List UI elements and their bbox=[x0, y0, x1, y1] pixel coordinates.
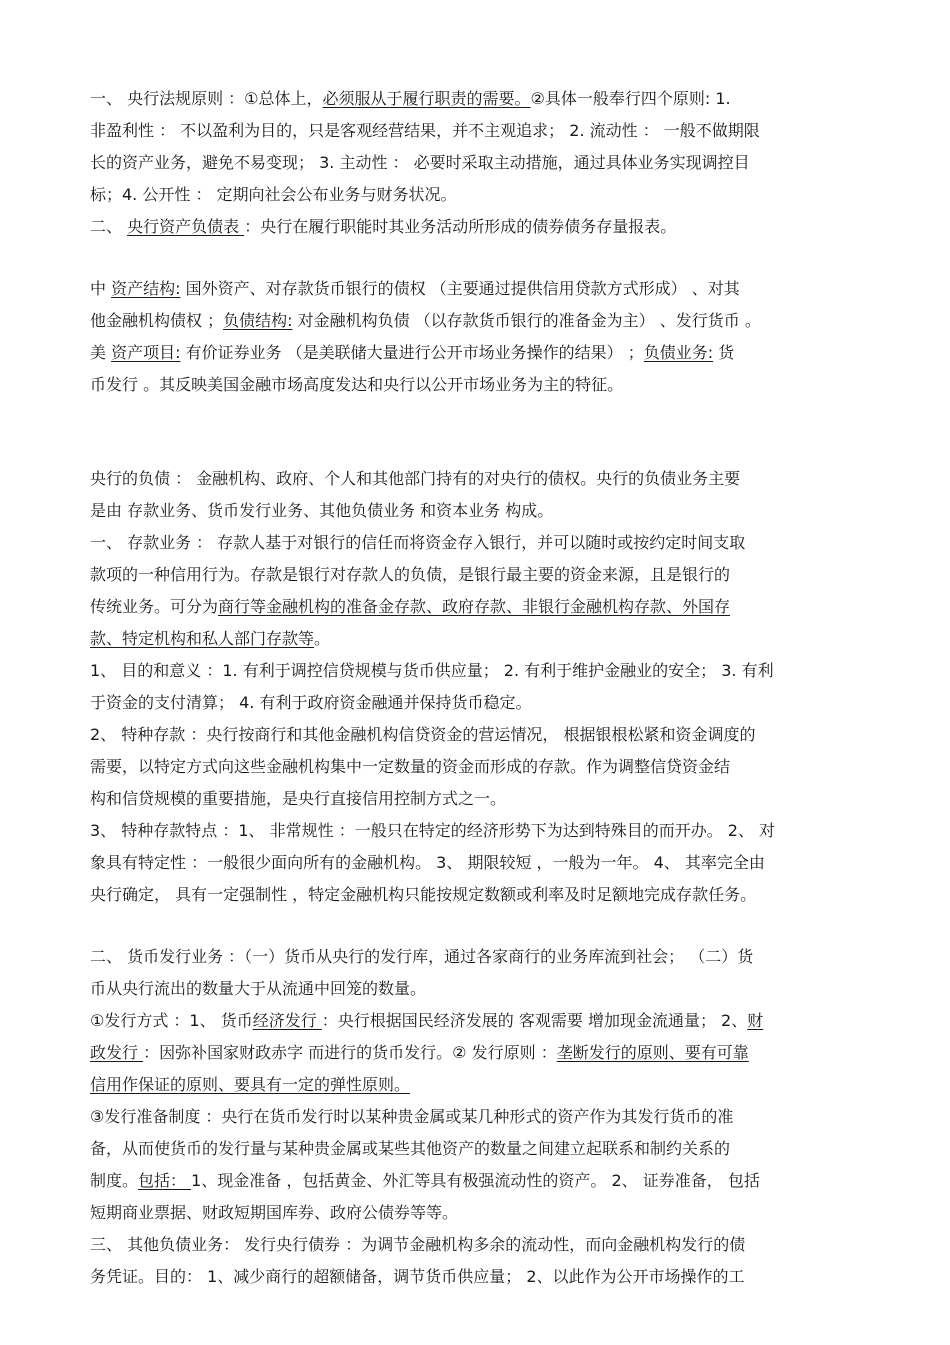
text-segment: 象具有特定性 ：一般很少面向所有的金融机构。 3、 期限较短 ，一般为一年。 4、 其率完全由 bbox=[90, 853, 765, 872]
text-segment: 非盈利性 ： 不以盈利为目的，只是客观经营结果，并不主观追求； 2. 流动性 ： 一般不做期限 bbox=[90, 121, 760, 140]
underlined-text: 财 bbox=[747, 1011, 764, 1030]
text-segment: 2、 特种存款 ：央行按商行和其他金融机构信贷资金的营运情况， 根据银根松紧和资金调度的 bbox=[90, 725, 756, 744]
text-line bbox=[90, 941, 860, 973]
text-segment: 务凭证。目的： 1、减少商行的超额储备，调节货币供应量； 2、以此作为公开市场操作的工 bbox=[90, 1267, 745, 1286]
text-line bbox=[90, 1229, 860, 1261]
text-line bbox=[90, 115, 860, 147]
text-line bbox=[90, 719, 860, 751]
underlined-text: 商行等金融机构的准备金存款、政府存款、非银行金融机构存款、外国存 bbox=[218, 597, 731, 616]
paragraph-gap bbox=[90, 401, 860, 463]
underlined-text: 政发行 bbox=[90, 1043, 144, 1062]
text-line bbox=[90, 751, 860, 783]
text-line bbox=[90, 815, 860, 847]
text-line bbox=[90, 783, 860, 815]
text-segment: 1、现金准备 ，包括黄金、外汇等具有极强流动性的资产。 2、 证券准备， 包括 bbox=[191, 1171, 760, 1190]
text-segment: ③发行准备制度 ：央行在货币发行时以某种贵金属或某几种形式的资产作为其发行货币的准 bbox=[90, 1107, 734, 1126]
text-segment: 币发行 。其反映美国金融市场高度发达和央行以公开市场业务为主的特征。 bbox=[90, 375, 624, 394]
text-segment: ①发行方式 ：1、 货币 bbox=[90, 1011, 253, 1030]
text-segment: 币从央行流出的数量大于从流通中回笼的数量。 bbox=[90, 979, 427, 998]
text-segment: ：央行在履行职能时其业务活动所形成的债券债务存量报表。 bbox=[244, 217, 677, 236]
text-segment: ：央行根据国民经济发展的 客观需要 增加现金流通量； 2、 bbox=[321, 1011, 748, 1030]
text-line bbox=[90, 687, 860, 719]
text-line bbox=[90, 337, 860, 369]
text-segment: 有价证券业务 （是美联储大量进行公开市场业务操作的结果） ； bbox=[180, 343, 644, 362]
text-segment: 制度。 bbox=[90, 1171, 139, 1190]
text-segment: 备，从而使货币的发行量与某种贵金属或某些其他资产的数量之间建立起联系和制约关系的 bbox=[90, 1139, 731, 1158]
text-segment: 长的资产业务，避免不易变现； 3. 主动性 ： 必要时采取主动措施，通过具体业务实现调控目 bbox=[90, 153, 750, 172]
text-line bbox=[90, 1197, 860, 1229]
text-segment: 央行的负债 ： 金融机构、政府、个人和其他部门持有的对央行的债权。央行的负债业务主要 bbox=[90, 469, 741, 488]
text-segment: 1、 目的和意义 ：1. 有利于调控信贷规模与货币供应量； 2. 有利于维护金融业的安全； 3. 有利 bbox=[90, 661, 774, 680]
text-line bbox=[90, 1261, 860, 1293]
text-segment: 美 bbox=[90, 343, 112, 362]
text-line bbox=[90, 1069, 860, 1101]
text-line bbox=[90, 623, 860, 655]
text-segment: 中 bbox=[90, 279, 112, 298]
text-segment: 标；4. 公开性 ： 定期向社会公布业务与财务状况。 bbox=[90, 185, 457, 204]
text-segment: 国外资产、对存款货币银行的债权 （主要通过提供信用贷款方式形成） 、对其 bbox=[180, 279, 740, 298]
text-segment: 于资金的支付清算； 4. 有利于政府资金融通并保持货币稳定。 bbox=[90, 693, 532, 712]
text-segment: 构和信贷规模的重要措施，是央行直接信用控制方式之一。 bbox=[90, 789, 507, 808]
text-line bbox=[90, 973, 860, 1005]
underlined-text: 央行资产负债表 bbox=[127, 217, 245, 236]
text-line bbox=[90, 305, 860, 337]
text-line bbox=[90, 83, 860, 115]
text-segment: 货 bbox=[713, 343, 735, 362]
text-line bbox=[90, 179, 860, 211]
text-segment: 三、 其他负债业务： 发行央行债券 ：为调节金融机构多余的流动性，而向金融机构发行的债 bbox=[90, 1235, 746, 1254]
text-line bbox=[90, 463, 860, 495]
underlined-text: 负债业务: bbox=[643, 343, 714, 362]
text-line bbox=[90, 1165, 860, 1197]
document-page bbox=[90, 83, 860, 1293]
text-line bbox=[90, 495, 860, 527]
underlined-text: 经济发行 bbox=[252, 1011, 322, 1030]
underlined-text: 必须服从于履行职责的需要。 bbox=[322, 89, 531, 108]
underlined-text: 包括： bbox=[138, 1171, 192, 1190]
text-segment: 对金融机构负债 （以存款货币银行的准备金为主） 、发行货币 。 bbox=[292, 311, 761, 330]
text-line bbox=[90, 273, 860, 305]
underlined-text: 资产项目: bbox=[111, 343, 181, 362]
text-segment: 二、 货币发行业务 ：（一）货币从央行的发行库，通过各家商行的业务库流到社会； （二）货 bbox=[90, 947, 754, 966]
paragraph-gap bbox=[90, 243, 860, 273]
text-segment: 一、 央行法规原则 ：①总体上， bbox=[90, 89, 323, 108]
text-segment: 二、 bbox=[90, 217, 128, 236]
text-line bbox=[90, 1037, 860, 1069]
text-line bbox=[90, 591, 860, 623]
text-segment: 央行确定， 具有一定强制性 ，特定金融机构只能按规定数额或利率及时足额地完成存款任务。 bbox=[90, 885, 757, 904]
paragraph-gap bbox=[90, 911, 860, 941]
text-line bbox=[90, 655, 860, 687]
text-line bbox=[90, 211, 860, 243]
underlined-text: 负债结构: bbox=[223, 311, 293, 330]
text-line bbox=[90, 559, 860, 591]
underlined-text: 信用作保证的原则、要具有一定的弹性原则。 bbox=[90, 1075, 411, 1094]
text-segment: 。 bbox=[314, 629, 331, 648]
text-segment: ：因弥补国家财政赤字 而进行的货币发行。② 发行原则 ： bbox=[143, 1043, 557, 1062]
text-line bbox=[90, 879, 860, 911]
text-segment: 是由 存款业务、货币发行业务、其他负债业务 和资本业务 构成。 bbox=[90, 501, 554, 520]
text-segment: 3、 特种存款特点 ：1、 非常规性 ：一般只在特定的经济形势下为达到特殊目的而开办。 2、 对 bbox=[90, 821, 776, 840]
text-line bbox=[90, 1005, 860, 1037]
text-line bbox=[90, 527, 860, 559]
text-line bbox=[90, 1133, 860, 1165]
underlined-text: 资产结构: bbox=[111, 279, 181, 298]
text-line bbox=[90, 369, 860, 401]
text-segment: ②具体一般奉行四个原则: 1. bbox=[530, 89, 731, 108]
underlined-text: 款、特定机构和私人部门存款等 bbox=[90, 629, 315, 648]
text-segment: 需要，以特定方式向这些金融机构集中一定数量的资金而形成的存款。作为调整信贷资金结 bbox=[90, 757, 731, 776]
underlined-text: 垄断发行的原则、要有可靠 bbox=[556, 1043, 749, 1062]
text-segment: 传统业务。可分为 bbox=[90, 597, 219, 616]
text-line bbox=[90, 847, 860, 879]
text-line bbox=[90, 147, 860, 179]
text-segment: 他金融机构债权 ； bbox=[90, 311, 224, 330]
text-line bbox=[90, 1101, 860, 1133]
text-segment: 短期商业票据、财政短期国库券、政府公债券等等。 bbox=[90, 1203, 459, 1222]
text-segment: 款项的一种信用行为。存款是银行对存款人的负债，是银行最主要的资金来源，且是银行的 bbox=[90, 565, 731, 584]
text-segment: 一、 存款业务 ： 存款人基于对银行的信任而将资金存入银行，并可以随时或按约定时间支取 bbox=[90, 533, 746, 552]
